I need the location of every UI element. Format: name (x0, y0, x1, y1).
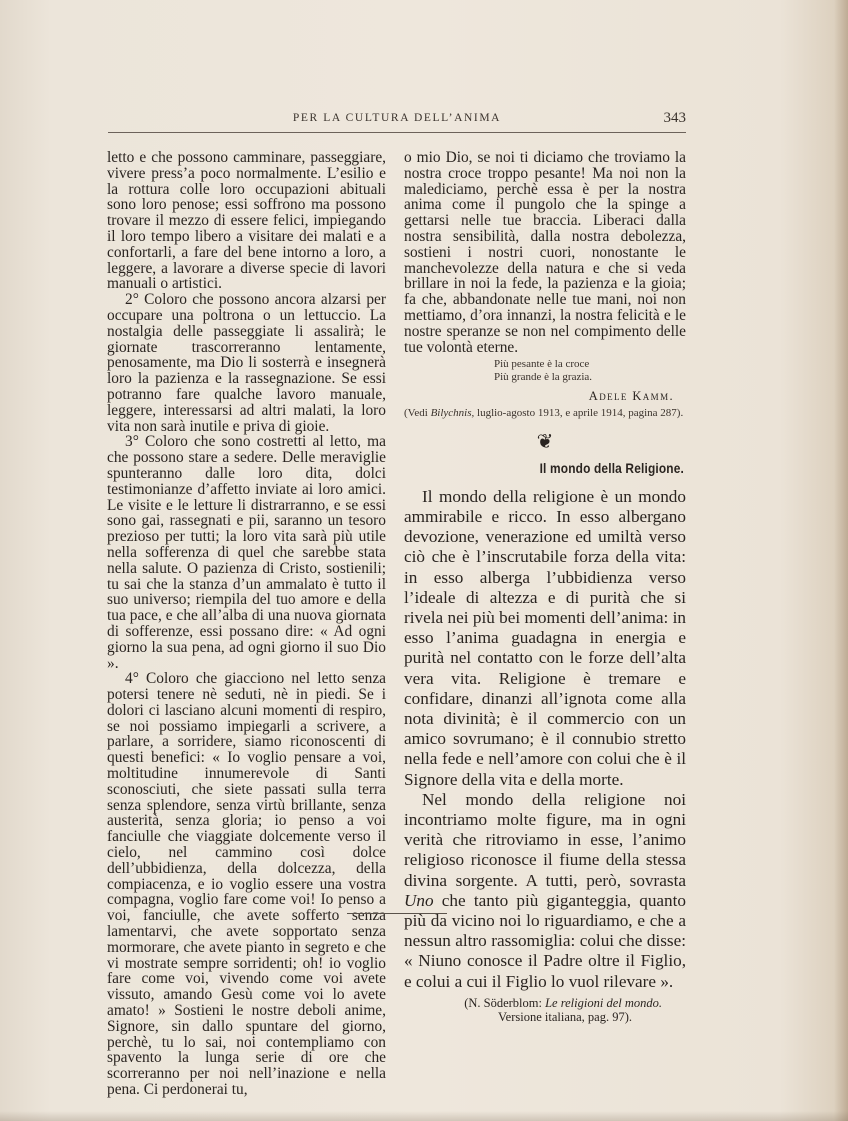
paragraph: 4° Coloro che giacciono nel letto senza potersi tenere nè seduti, nè in piedi. Se i dolori ci lasciano alcuni momenti di respiro, se noi possiamo impiegarli a scrivere, a parlare, a sorridere, siamo riconoscenti di questi benefici: « Io voglio pensare a voi, moltitudine innumerevole di Santi sconosciuti, che siete passati sulla terra senza splendore, senza virtù brillante, senza austerità, senza gloria; io penso a voi fanciulle che viaggiate dolcemente verso il cielo, nel cammino così dolce dell’ubbidienza, della dolcezza, della compiacenza, e io voglio essere una vostra compagna, voglio fare come voi! Io penso a voi, fanciulle, che avete sofferto senza lamentarvi, che avete sopportato senza mormorare, che avete pianto in segreto e che vi mostrate sempre sorridenti; oh! io voglio fare come voi, vivendo come voi avete vissuto, amando Gesù come voi lo avete amato! » Sostieni le nostre deboli anime, Signore, sin dallo spuntare del giorno, perchè, tu lo sai, noi contempliamo con spavento la lunga serie di ore che scorreranno per noi nell’inazione e nella pena. Ci perdonerai tu, (107, 670, 386, 1099)
page-edge-shadow (834, 0, 848, 1121)
running-head: PER LA CULTURA DELL’ANIMA (292, 112, 502, 124)
journal-name: Bilychnis, (430, 407, 475, 420)
left-column (107, 150, 386, 1098)
paragraph-text: Nel mondo della religione noi incontriamo molte figure, ma in ogni verità che ritroviamo in esse, l’animo religioso riconosce il fiume della stessa divina sorgente. A tutti, però, sovrasta (404, 789, 686, 890)
paragraph: 3° Coloro che sono costretti al letto, ma che possono stare a sedere. Delle meraviglie spunteranno dalle loro dita, dolci testimonianze d’affetto inviate ai loro amici. Le visite e le letture li distrarranno, e se essi sono gai, rassegnati e pii, saranno un tesoro prezioso per tutti; la loro vita sarà più utile nella sofferenza di quel che sarebbe stata nella salute. O pazienza di Cristo, sostienili; tu sai che la stanza d’un ammalato è tutto il suo universo; riempila del tuo amore e della tua pace, e che all’alba di una nuova giornata di sofferenze, essi possano dire: « Ad ogni giorno la sua pena, ad ogni giorno il suo Dio ». (107, 433, 386, 672)
page-number: 343 (663, 110, 686, 126)
section-title: Il mondo della Religione. (539, 459, 684, 476)
verse-line: Più grande è la grazia. (494, 370, 593, 383)
header-rule (108, 132, 686, 133)
reference-text: luglio-agosto 1913, e aprile 1914, pagina 287). (474, 407, 684, 420)
page-header (108, 112, 686, 130)
emphasis: Uno (404, 890, 434, 910)
paragraph: letto e che possono camminare, passeggiare, vivere press’a poco normalmente. L’esilio e la rottura colle loro occupazioni abituali sono loro penose; essi soffrono ma possono trovare il mezzo di essere felici, impiegando il loro tempo libero a visitare dei malati e a confortarli, a fare del bene intorno a loro, a leggere, a lavorare a diverse specie di lavori manuali o artistici. (107, 149, 386, 293)
paragraph-text: che tanto più giganteggia, quanto più da vicino noi lo riguardiamo, e che a nessun altro rassomiglia: colui che disse: « Niuno conosce il Padre oltre il Figlio, e colui a cui il Figlio lo vuol rilevare ». (404, 890, 686, 991)
citation (404, 996, 686, 1025)
paragraph: Il mondo della religione è un mondo ammirabile e ricco. In esso albergano devozione, venerazione ed umiltà verso ciò che è l’inscrutabile forza della vita: in esso alberga l’ubbidienza verso l’ideale di altezza e di purità che si rivela nei più bei momenti dell’anima: in esso l’anima guadagna in energia e purità nel contatto con le forze dell’alta vera vita. Religione è tremare e confidare, dinanzi all’ignota come alla nota divinità; è il commercio con un amico sovrumano; è il connubio stretto nella fede e nell’amore con colui che è il Signore della vita e della morte. (404, 486, 686, 789)
right-column (404, 150, 686, 1025)
citation-author: (N. Söderblom: (464, 995, 546, 1010)
reference-text: (Vedi (404, 407, 431, 420)
verse-line: Più pesante è la croce (494, 358, 590, 371)
citation-line (404, 996, 674, 1011)
leaf-ornament-icon: ❦ (536, 431, 554, 454)
paragraph: o mio Dio, se noi ti diciamo che troviamo la nostra croce troppo pesante! Ma noi non la malediciamo, perchè essa è per la nostra anima come il pungolo che la spinge a gettarsi nelle tue braccia. Liberaci dalla nostra sensibilità, dalla nostra debolezza, sostieni i nostri cuori, nonostante le manchevolezze della natura e che si veda brillare in noi la fede, la pazienza e la gioia; fa che, abbandonate nelle tue mani, noi non mettiamo, d’ora innanzi, la nostra felicità e le nostre speranze se non nel compimento delle tue volontà eterne. (404, 149, 686, 356)
page-bottom-shadow (0, 1111, 848, 1121)
citation-title: Le religioni del mondo. (545, 995, 662, 1010)
citation-line: Versione italiana, pag. 97). (498, 1010, 632, 1025)
paragraph (404, 790, 686, 992)
reference-note (404, 407, 686, 419)
verse (494, 358, 686, 383)
end-rule (347, 913, 447, 914)
paragraph: 2° Coloro che possono ancora alzarsi per occupare una poltrona o un lettuccio. La nostalgia delle passeggiate li assalirà; le giornate trascorreranno lentamente, penosamente, ma Dio li sosterrà e insegnerà loro la pazienza e la rassegnazione. Se essi potranno fare qualche lavoro manuale, leggere, interessarsi ad altri malati, la loro vita non sarà inutile e priva di gioie. (107, 291, 386, 435)
signature: Adele Kamm. (588, 389, 674, 404)
